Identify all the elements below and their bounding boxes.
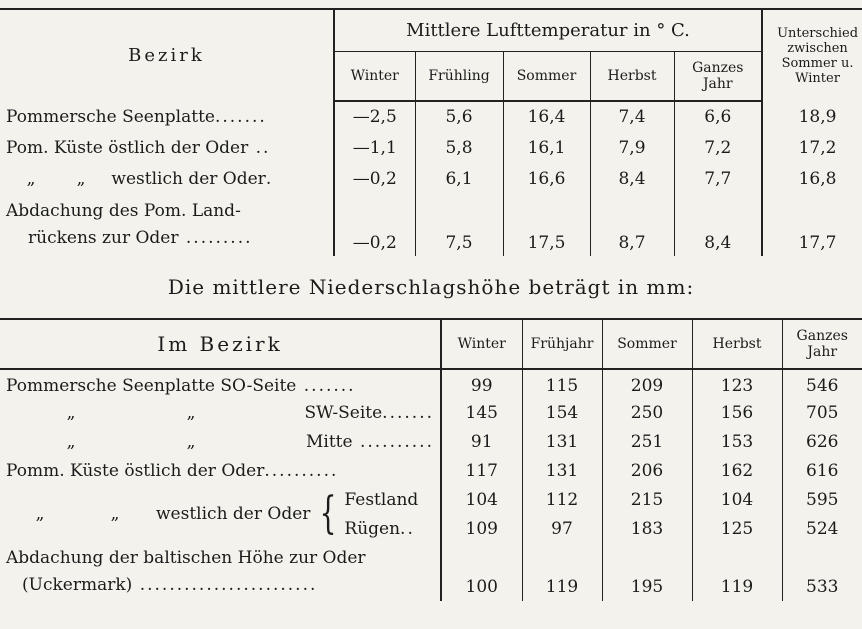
cell-summer: 195 bbox=[602, 543, 692, 601]
cell-summer: 183 bbox=[602, 514, 692, 543]
cell-autumn: 7,4 bbox=[590, 101, 674, 132]
precipitation-caption: Die mittlere Niederschlagshöhe beträgt in mm: bbox=[167, 275, 695, 299]
cell-autumn: 156 bbox=[692, 398, 782, 427]
cell-summer: 206 bbox=[602, 456, 692, 485]
cell-autumn: 153 bbox=[692, 427, 782, 456]
cell-year: 7,2 bbox=[674, 132, 762, 163]
header-winter: Winter bbox=[334, 51, 415, 101]
cell-winter: 117 bbox=[441, 456, 522, 485]
cell-winter: —2,5 bbox=[334, 101, 415, 132]
table-row bbox=[0, 427, 862, 456]
header-bezirk: Bezirk bbox=[0, 9, 334, 101]
cell-year: 595 bbox=[782, 485, 862, 514]
cell-spring: 131 bbox=[522, 456, 602, 485]
row-name: Pommersche Seenplatte....... bbox=[6, 106, 267, 127]
cell-spring: 5,8 bbox=[415, 132, 503, 163]
cell-spring: 154 bbox=[522, 398, 602, 427]
cell-diff: 16,8 bbox=[762, 163, 862, 194]
cell-year: 7,7 bbox=[674, 163, 762, 194]
row-name: Abdachung des Pom. Land- rückens zur Oder ......... bbox=[6, 201, 253, 248]
cell-summer: 251 bbox=[602, 427, 692, 456]
cell-year: 524 bbox=[782, 514, 862, 543]
header-winter: Winter bbox=[441, 319, 522, 369]
cell-spring: 6,1 bbox=[415, 163, 503, 194]
row-name: „ „ SW-Seite....... bbox=[66, 402, 434, 423]
table-row bbox=[0, 194, 862, 256]
sub-ruegen: Rügen.. bbox=[344, 518, 415, 539]
table-row bbox=[0, 163, 862, 194]
cell-autumn: 8,4 bbox=[590, 163, 674, 194]
cell-year: 6,6 bbox=[674, 101, 762, 132]
header-spring: Frühling bbox=[415, 51, 503, 101]
cell-diff: 17,2 bbox=[762, 132, 862, 163]
header-whole-year: Ganzes Jahr bbox=[674, 51, 762, 101]
table-row bbox=[0, 369, 862, 398]
cell-year: 626 bbox=[782, 427, 862, 456]
row-name: „ „ Mitte .......... bbox=[66, 431, 434, 452]
cell-winter: —0,2 bbox=[334, 163, 415, 194]
header-summer: Sommer bbox=[602, 319, 692, 369]
cell-winter: —1,1 bbox=[334, 132, 415, 163]
cell-spring: 97 bbox=[522, 514, 602, 543]
cell-year: 616 bbox=[782, 456, 862, 485]
brace-symbol: { bbox=[320, 488, 337, 539]
table-row bbox=[0, 456, 862, 485]
cell-winter: 100 bbox=[441, 543, 522, 601]
sub-festland: Festland bbox=[344, 489, 419, 510]
table-row bbox=[0, 485, 862, 514]
cell-spring: 7,5 bbox=[415, 194, 503, 256]
header-mean-air-temperature: Mittlere Lufttemperatur in ° C. bbox=[334, 9, 762, 51]
row-name: Pomm. Küste östlich der Oder.......... bbox=[6, 460, 339, 481]
header-spring: Frühjahr bbox=[522, 319, 602, 369]
cell-summer: 215 bbox=[602, 485, 692, 514]
table-row bbox=[0, 398, 862, 427]
precipitation-table bbox=[0, 318, 862, 601]
header-autumn: Herbst bbox=[692, 319, 782, 369]
header-difference: Unterschied zwischen Sommer u. Winter bbox=[762, 9, 862, 101]
cell-year: 8,4 bbox=[674, 194, 762, 256]
cell-summer: 17,5 bbox=[503, 194, 590, 256]
header-im-bezirk: Im Bezirk bbox=[0, 319, 441, 369]
cell-spring: 115 bbox=[522, 369, 602, 398]
cell-winter: 91 bbox=[441, 427, 522, 456]
cell-winter: 99 bbox=[441, 369, 522, 398]
row-name: Pommersche Seenplatte SO-Seite ....... bbox=[6, 376, 356, 396]
cell-summer: 16,6 bbox=[503, 163, 590, 194]
cell-spring: 131 bbox=[522, 427, 602, 456]
cell-autumn: 7,9 bbox=[590, 132, 674, 163]
cell-spring: 5,6 bbox=[415, 101, 503, 132]
cell-autumn: 8,7 bbox=[590, 194, 674, 256]
cell-autumn: 125 bbox=[692, 514, 782, 543]
table-row bbox=[0, 132, 862, 163]
temperature-table bbox=[0, 8, 862, 256]
cell-summer: 250 bbox=[602, 398, 692, 427]
row-name: Abdachung der baltischen Höhe zur Oder (Uckermark) ........................ bbox=[6, 548, 366, 595]
cell-summer: 16,1 bbox=[503, 132, 590, 163]
cell-year: 546 bbox=[782, 369, 862, 398]
cell-diff: 18,9 bbox=[762, 101, 862, 132]
cell-winter: 109 bbox=[441, 514, 522, 543]
cell-winter: 104 bbox=[441, 485, 522, 514]
row-name: „ „ westlich der Oder { Festland Rügen.. bbox=[35, 488, 419, 539]
cell-autumn: 162 bbox=[692, 456, 782, 485]
cell-spring: 112 bbox=[522, 485, 602, 514]
cell-diff: 17,7 bbox=[762, 194, 862, 256]
table-row bbox=[0, 101, 862, 132]
cell-autumn: 104 bbox=[692, 485, 782, 514]
row-name: Pom. Küste östlich der Oder .. bbox=[6, 137, 271, 158]
cell-spring: 119 bbox=[522, 543, 602, 601]
cell-winter: —0,2 bbox=[334, 194, 415, 256]
cell-autumn: 119 bbox=[692, 543, 782, 601]
header-whole-year: Ganzes Jahr bbox=[782, 319, 862, 369]
cell-autumn: 123 bbox=[692, 369, 782, 398]
cell-summer: 16,4 bbox=[503, 101, 590, 132]
cell-year: 705 bbox=[782, 398, 862, 427]
cell-summer: 209 bbox=[602, 369, 692, 398]
row-name: „ „ westlich der Oder. bbox=[26, 168, 274, 189]
header-summer: Sommer bbox=[503, 51, 590, 101]
header-autumn: Herbst bbox=[590, 51, 674, 101]
cell-winter: 145 bbox=[441, 398, 522, 427]
cell-year: 533 bbox=[782, 543, 862, 601]
table-row bbox=[0, 543, 862, 601]
